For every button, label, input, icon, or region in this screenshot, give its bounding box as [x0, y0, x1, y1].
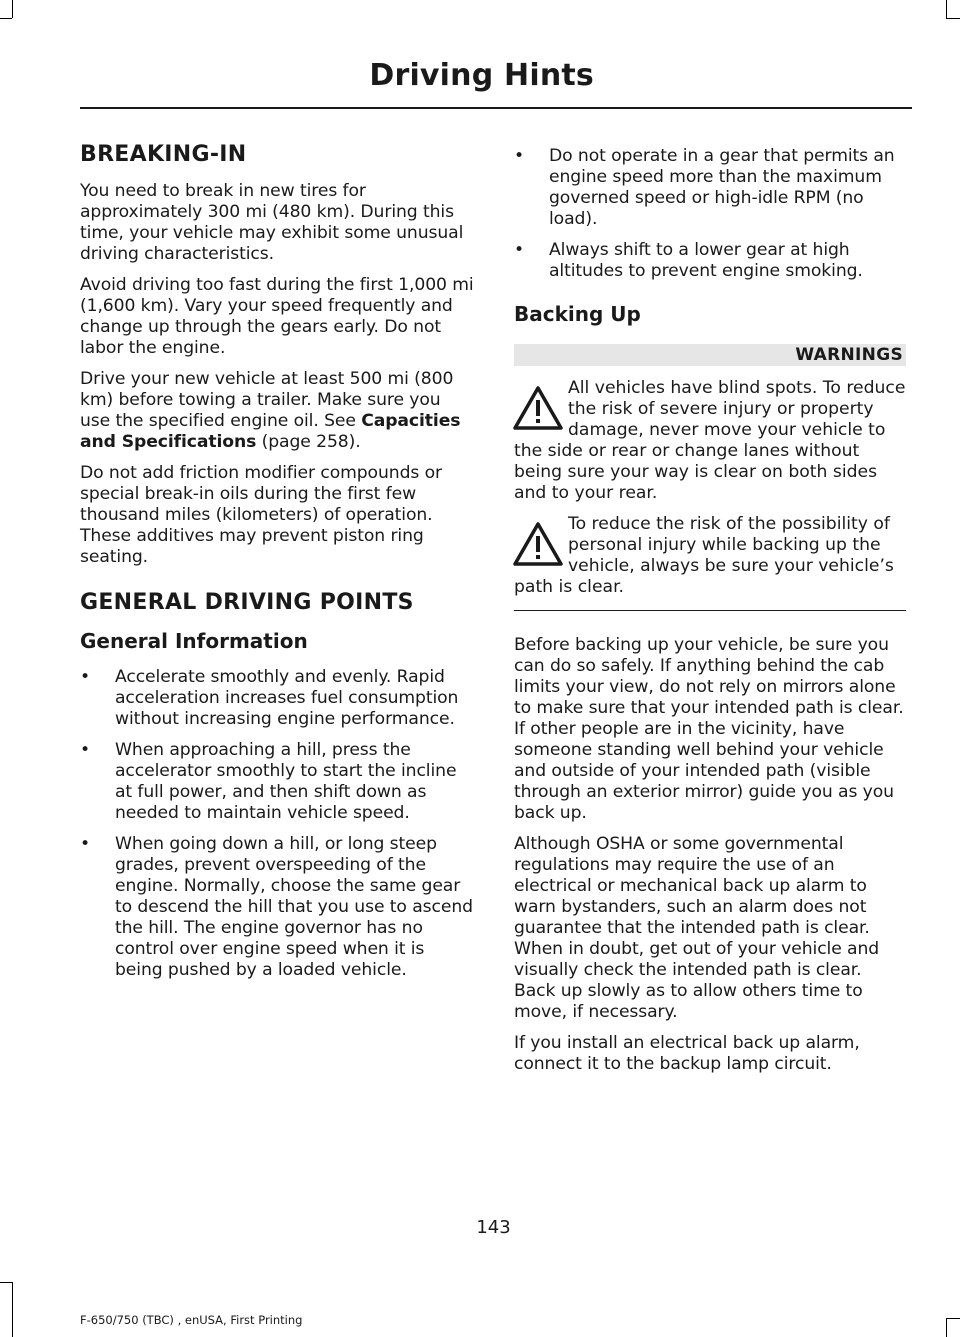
- breaking-in-paragraph-1: You need to break in new tires for approximately 300 mi (480 km). During this time, your vehicle may exhibit some unusual driving characteristics.: [80, 181, 464, 264]
- general-information-list: [80, 667, 475, 981]
- page-reference: (page 258).: [256, 432, 361, 452]
- list-item-text: Do not operate in a gear that permits an engine speed more than the maximum governed speed or high-idle RPM (no load).: [549, 146, 895, 229]
- warning-triangle-icon: [512, 384, 564, 432]
- list-item: [80, 740, 475, 824]
- crop-mark-top-right-h: [946, 18, 960, 19]
- bullet-marker: •: [80, 834, 91, 854]
- backing-up-paragraph-1: Before backing up your vehicle, be sure you can do so safely. If anything behind the cab limits your view, do not rely on mirrors alone to make sure that your intended path is clear. If other people are in the vicinity, have someone standing well behind your vehicle and outside of your intended path (visible through an exterior mirror) guide you as you back up.: [514, 635, 904, 823]
- backing-up-heading: Backing Up: [514, 302, 641, 326]
- backing-up-paragraph-3: If you install an electrical back up alarm, connect it to the backup lamp circuit.: [514, 1033, 860, 1074]
- warnings-header: WARNINGS: [514, 344, 906, 366]
- gear-tips-list: [514, 146, 906, 282]
- list-item-text: Always shift to a lower gear at high altitudes to prevent engine smoking.: [549, 240, 863, 281]
- bullet-marker: •: [514, 146, 525, 166]
- crop-mark-top-left-v: [12, 0, 13, 18]
- warnings-end-divider: [514, 610, 906, 611]
- list-item: [514, 240, 906, 282]
- crop-mark-bottom-right-v: [946, 1318, 947, 1337]
- warning-text: To reduce the risk of the possibility of personal injury while backing up the vehicle, always be sure your vehicle’s path is clear.: [514, 514, 894, 597]
- crop-mark-top-right-v: [946, 0, 947, 18]
- crop-mark-top-left-h: [0, 18, 12, 19]
- list-item: [80, 667, 475, 730]
- warning-path-clear: [514, 514, 906, 598]
- bullet-marker: •: [80, 667, 91, 687]
- breaking-in-paragraph-3: [80, 369, 475, 453]
- list-item: [80, 834, 475, 981]
- list-item-text: When going down a hill, or long steep grades, prevent overspeeding of the engine. Normally, choose the same gear to descend the hill that you use to ascend the hill. The engine governor has no control over engine speed when it is being pushed by a loaded vehicle.: [115, 834, 473, 980]
- breaking-in-paragraph-4: Do not add friction modifier compounds or special break-in oils during the first few thousand miles (kilometers) of operation. These additives may prevent piston ring seating.: [80, 463, 442, 567]
- bullet-marker: •: [80, 740, 91, 760]
- capacities-specifications-link[interactable]: Capacities and Specifications: [80, 411, 461, 452]
- warning-triangle-icon: [512, 520, 564, 568]
- page-number: 143: [476, 1217, 511, 1238]
- list-item-text: Accelerate smoothly and evenly. Rapid acceleration increases fuel consumption without increasing engine performance.: [115, 667, 459, 729]
- warning-blind-spots: [514, 378, 906, 504]
- footer-edition: F-650/750 (TBC) , enUSA, First Printing: [80, 1313, 303, 1327]
- list-item: [514, 146, 906, 230]
- breaking-in-paragraph-2: Avoid driving too fast during the first 1,000 mi (1,600 km). Vary your speed frequently and change up through the gears early. Do not labor the engine.: [80, 275, 474, 358]
- list-item-text: When approaching a hill, press the accelerator smoothly to start the incline at full power, and then shift down as needed to maintain vehicle speed.: [115, 740, 457, 823]
- breaking-in-heading: BREAKING-IN: [80, 142, 247, 167]
- breaking-in-paragraph-3-text: Drive your new vehicle at least 500 mi (800 km) before towing a trailer. Make sure you use the specified engine oil. See: [80, 369, 454, 431]
- left-column: [80, 142, 475, 991]
- crop-mark-bottom-left-h: [0, 1282, 12, 1283]
- page-header-title: Driving Hints: [369, 58, 594, 93]
- crop-mark-bottom-left-v: [12, 1282, 13, 1337]
- warning-text: All vehicles have blind spots. To reduce the risk of severe injury or property damage, never move your vehicle to the side or rear or change lanes without being sure your way is clear on both sides and to your rear.: [514, 378, 906, 503]
- crop-mark-bottom-right-h: [946, 1318, 960, 1319]
- bullet-marker: •: [514, 240, 525, 260]
- general-information-heading: General Information: [80, 629, 308, 653]
- backing-up-paragraph-2: Although OSHA or some governmental regulations may require the use of an electrical or mechanical back up alarm to warn bystanders, such an alarm does not guarantee that the intended path is clear. When in doubt, get out of your vehicle and visually check the intended path is clear. Back up slowly as to allow others time to move, if necessary.: [514, 834, 880, 1022]
- right-column: [514, 146, 906, 1085]
- general-driving-points-heading: GENERAL DRIVING POINTS: [80, 590, 414, 615]
- header-divider: [80, 107, 912, 109]
